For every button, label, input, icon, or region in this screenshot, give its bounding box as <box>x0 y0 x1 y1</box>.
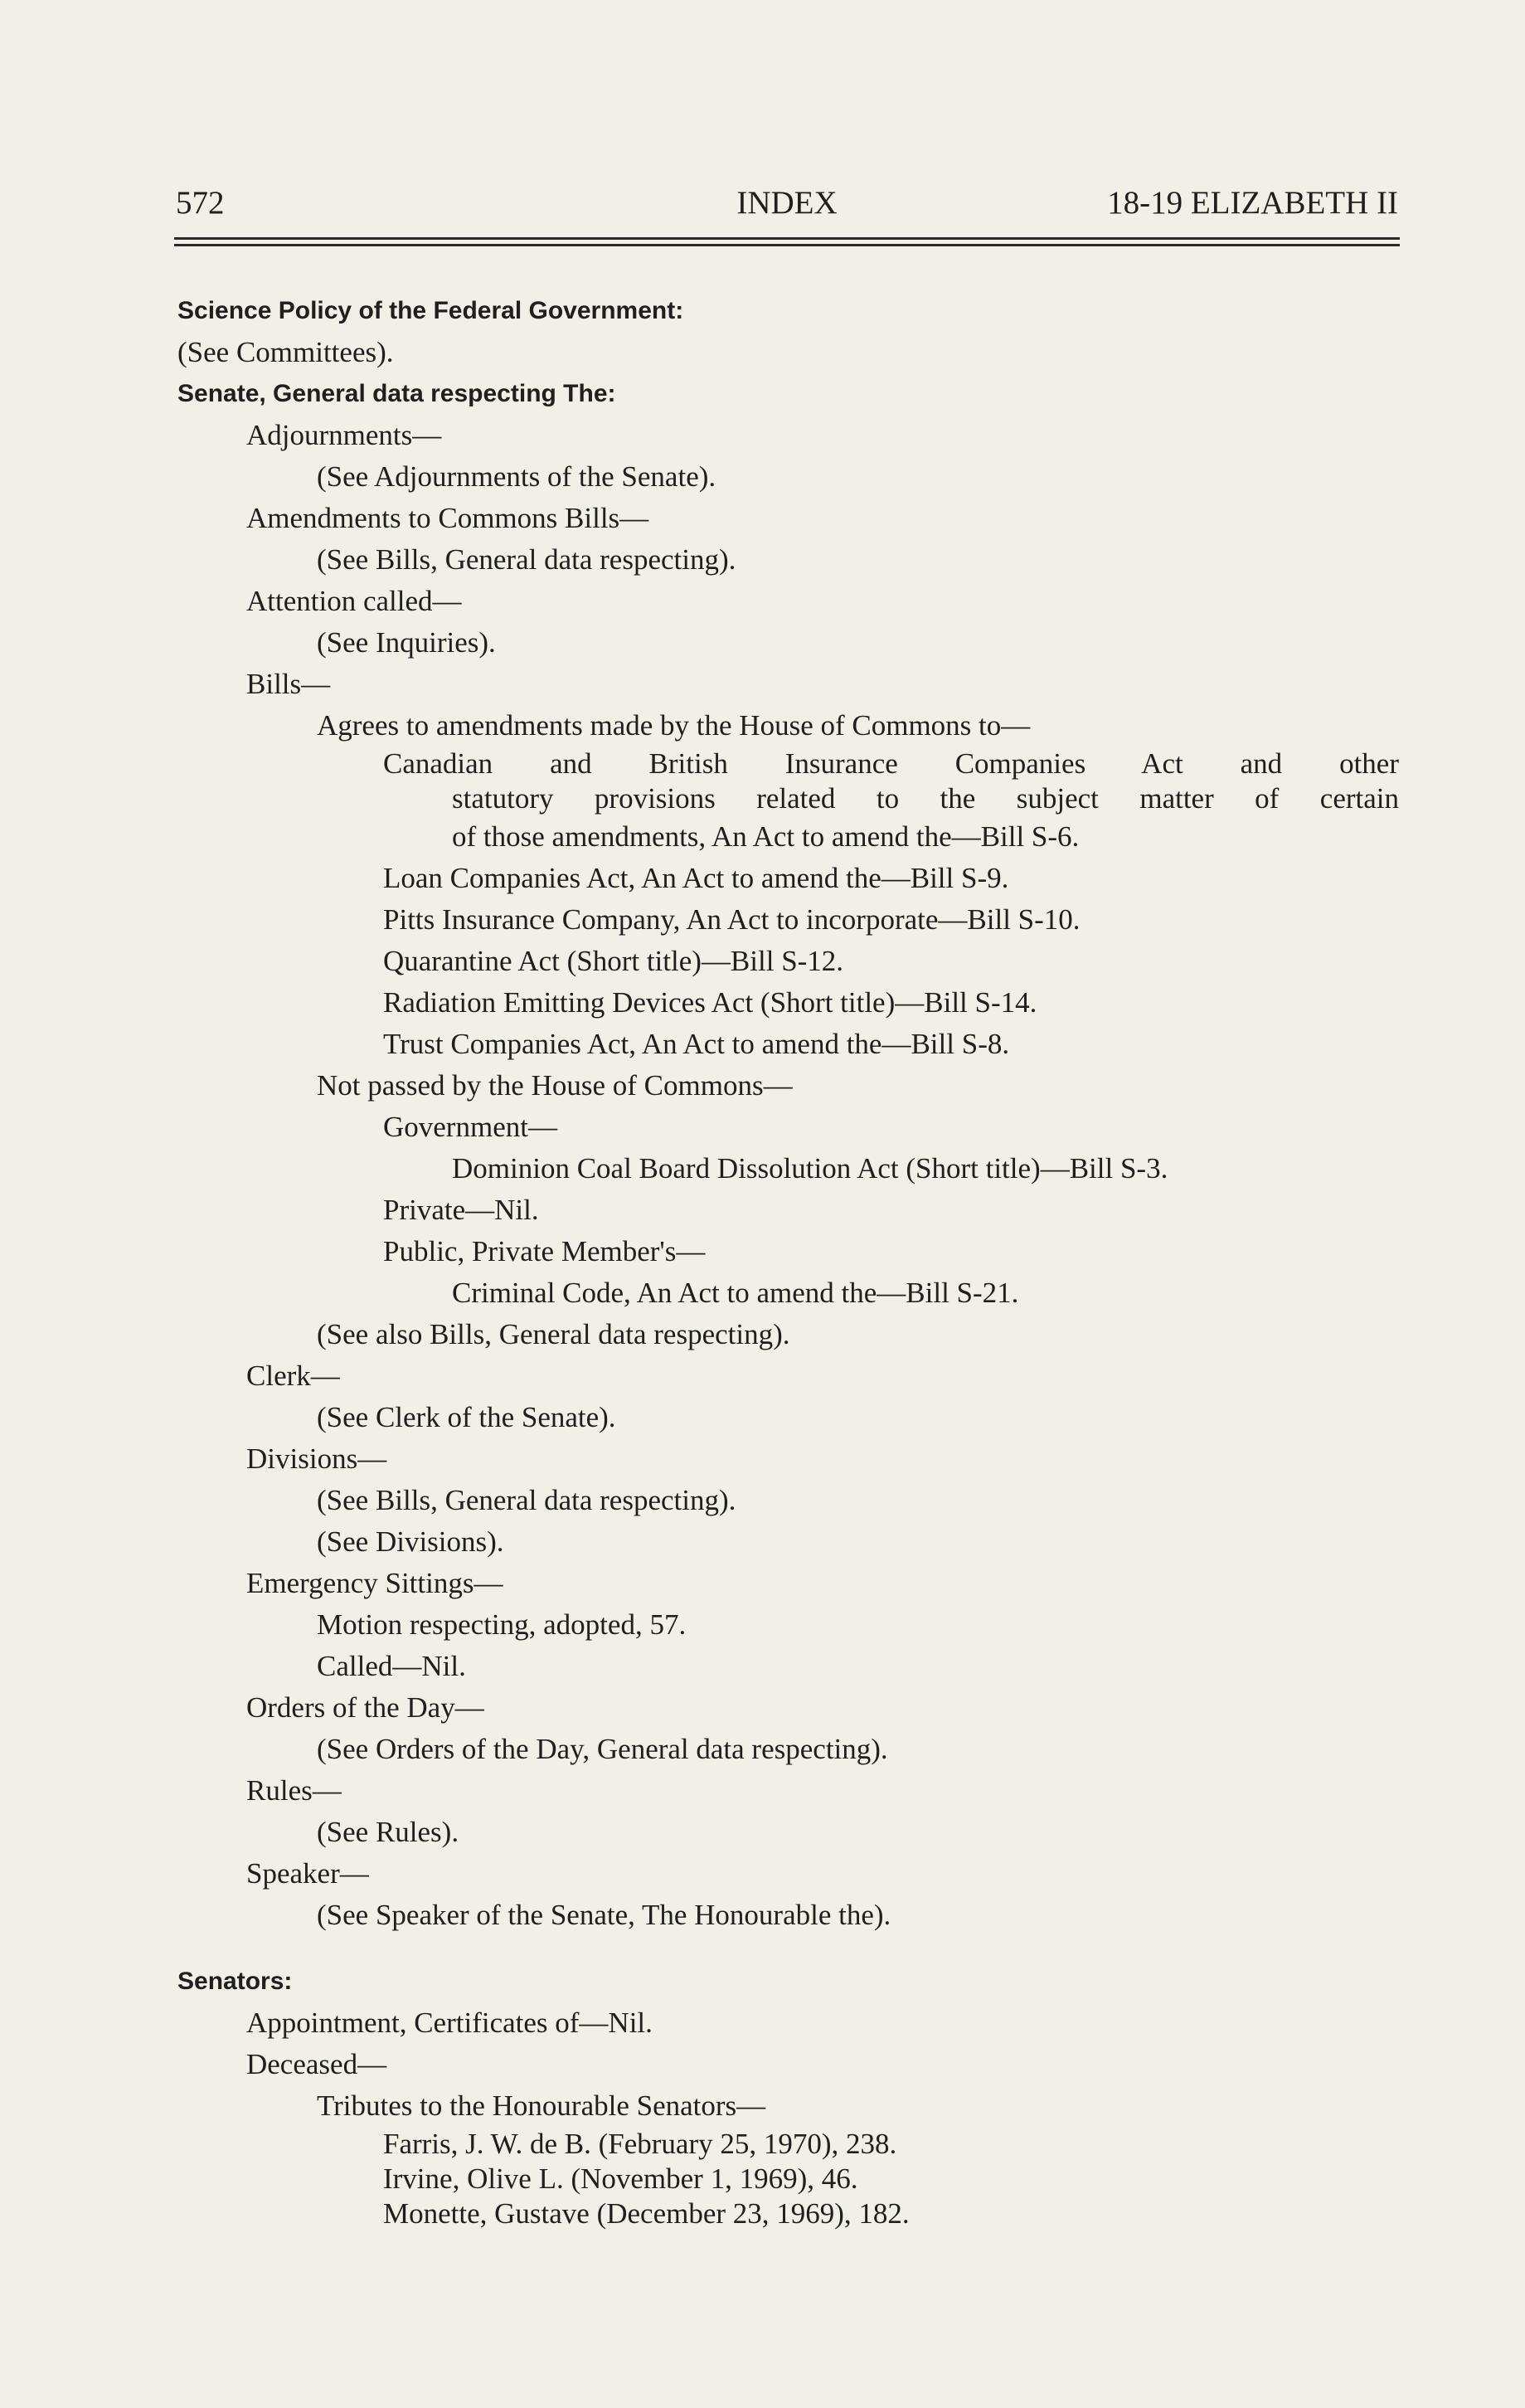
index-entry: Called—Nil. <box>317 1650 466 1682</box>
index-entry: (See Rules). <box>317 1816 459 1848</box>
regnal-year: 18-19 ELIZABETH II <box>1107 185 1398 221</box>
index-entry: Clerk— <box>246 1360 340 1392</box>
index-entry: Trust Companies Act, An Act to amend the—Bill S-8. <box>383 1028 1010 1060</box>
header-rule-bottom <box>174 244 1400 246</box>
index-entry: Public, Private Member's— <box>383 1235 706 1267</box>
index-entry: Quarantine Act (Short title)—Bill S-12. <box>383 945 844 977</box>
index-entry: Adjournments— <box>246 419 442 451</box>
index-entry: Canadian and British Insurance Companies Act and other <box>383 747 1399 780</box>
index-entry: (See Bills, General data respecting). <box>317 1484 736 1516</box>
index-entry: Divisions— <box>246 1442 387 1475</box>
index-entry: Motion respecting, adopted, 57. <box>317 1608 687 1641</box>
index-entry: Agrees to amendments made by the House of Commons to— <box>317 709 1031 742</box>
index-entry: Dominion Coal Board Dissolution Act (Short title)—Bill S-3. <box>452 1152 1168 1185</box>
index-entry: (See Speaker of the Senate, The Honourable the). <box>317 1899 891 1931</box>
index-entry: Amendments to Commons Bills— <box>246 502 649 534</box>
index-entry: (See Bills, General data respecting). <box>317 543 736 576</box>
index-entry: (See Orders of the Day, General data respecting). <box>317 1733 888 1765</box>
index-heading: Science Policy of the Federal Government: <box>177 297 684 324</box>
index-entry: (See also Bills, General data respecting). <box>317 1318 790 1350</box>
index-entry: (See Inquiries). <box>317 626 496 659</box>
index-entry: Radiation Emitting Devices Act (Short title)—Bill S-14. <box>383 986 1037 1019</box>
running-head <box>176 184 1398 231</box>
index-heading: Senate, General data respecting The: <box>177 380 616 407</box>
index-entry: Monette, Gustave (December 23, 1969), 182. <box>383 2197 910 2230</box>
index-entries <box>0 290 1525 2231</box>
index-entry: Criminal Code, An Act to amend the—Bill S-21. <box>452 1277 1019 1309</box>
index-entry: Speaker— <box>246 1857 369 1890</box>
index-entry: Private—Nil. <box>383 1194 539 1226</box>
index-entry: Government— <box>383 1111 557 1143</box>
index-entry: Irvine, Olive L. (November 1, 1969), 46. <box>383 2162 858 2195</box>
index-entry-continued: statutory provisions related to the subject matter of certain <box>452 782 1399 815</box>
index-entry: Tributes to the Honourable Senators— <box>317 2089 766 2122</box>
index-entry: (See Clerk of the Senate). <box>317 1401 616 1433</box>
index-entry: Loan Companies Act, An Act to amend the—Bill S-9. <box>383 862 1009 894</box>
index-entry: (See Divisions). <box>317 1525 504 1558</box>
index-entry: Farris, J. W. de B. (February 25, 1970), 238. <box>383 2128 897 2160</box>
index-entry: Bills— <box>246 668 331 700</box>
index-entry: (See Committees). <box>177 336 394 368</box>
page-number: 572 <box>176 185 225 221</box>
index-entry: (See Adjournments of the Senate). <box>317 460 716 493</box>
index-entry-continued: of those amendments, An Act to amend the—Bill S-6. <box>452 820 1080 853</box>
index-entry: Emergency Sittings— <box>246 1567 503 1599</box>
index-entry: Deceased— <box>246 2048 387 2080</box>
page-title: INDEX <box>736 185 838 221</box>
header-rule-top <box>174 237 1400 240</box>
index-entry: Pitts Insurance Company, An Act to incorporate—Bill S-10. <box>383 903 1081 936</box>
index-entry: Orders of the Day— <box>246 1691 484 1724</box>
index-entry: Attention called— <box>246 585 462 617</box>
index-entry: Not passed by the House of Commons— <box>317 1069 793 1102</box>
index-heading: Senators: <box>177 1968 293 1995</box>
index-entry: Appointment, Certificates of—Nil. <box>246 2007 653 2039</box>
index-entry: Rules— <box>246 1774 342 1807</box>
